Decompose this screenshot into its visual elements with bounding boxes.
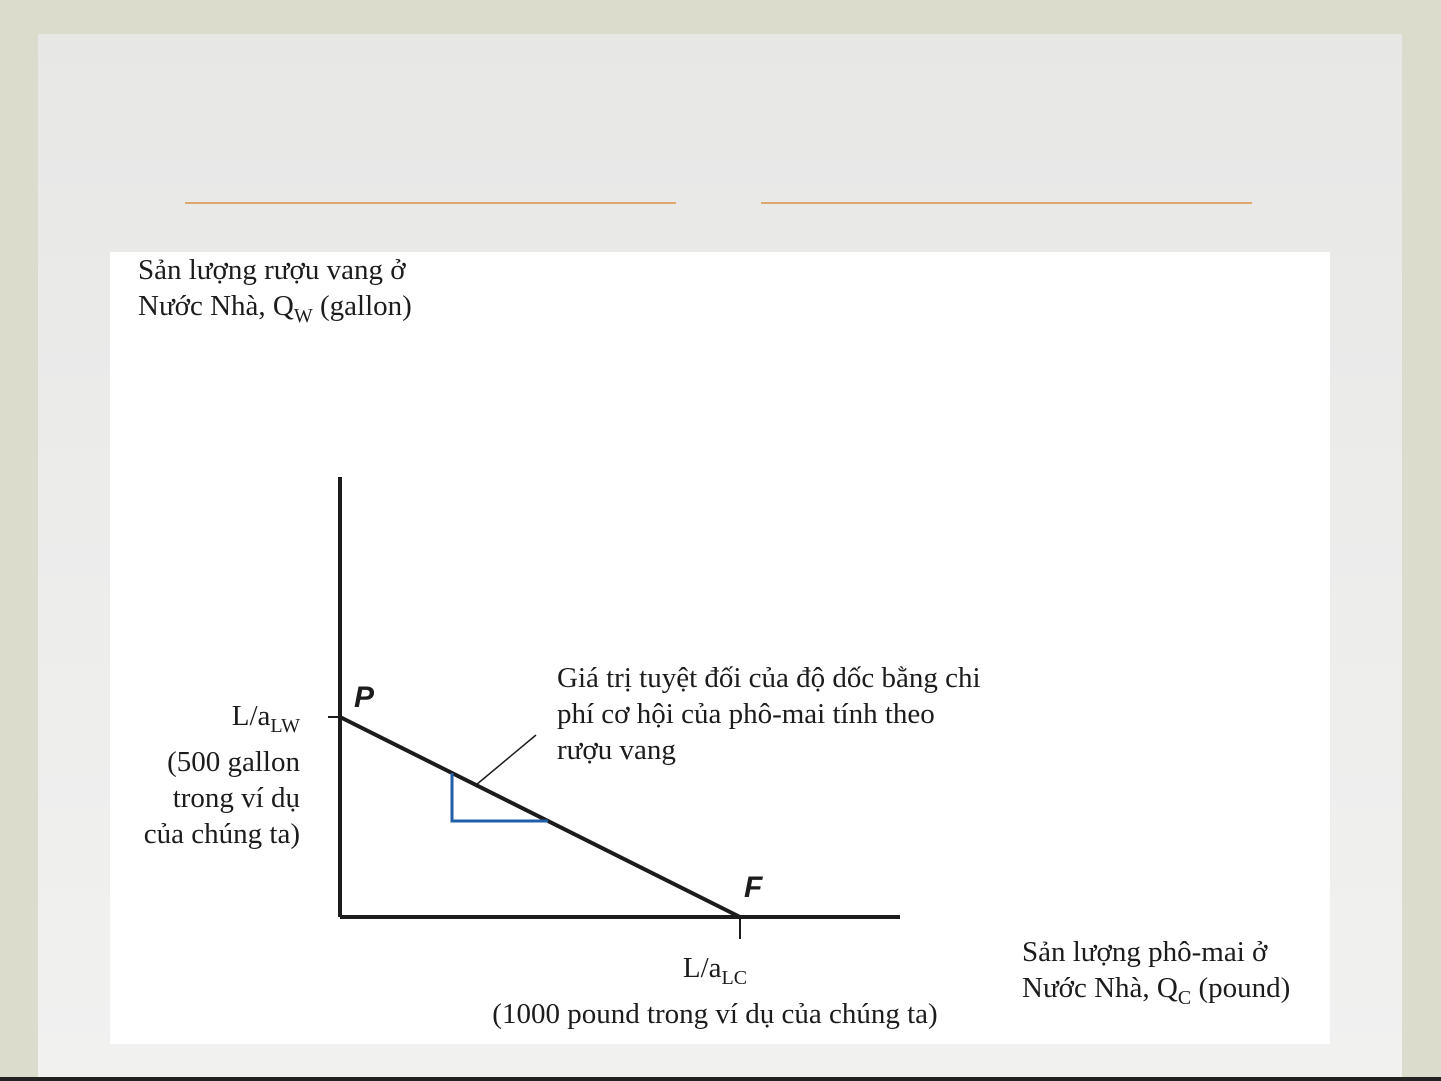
x-intercept-label xyxy=(440,950,990,1032)
point-label-f: F xyxy=(744,871,763,904)
y-intercept-note-2: trong ví dụ xyxy=(172,781,300,814)
y-intercept-label xyxy=(110,698,300,852)
title-rule-left xyxy=(185,202,676,204)
annotation-line-2: phí cơ hội của phô-mai tính theo xyxy=(557,698,935,730)
chart-svg xyxy=(110,252,1330,1044)
y-intercept-name: $L/a_{LW}$ xyxy=(231,700,300,737)
x-axis-label-line1: Sản lượng phô-mai ở xyxy=(1022,936,1268,968)
annotation-line-1: Giá trị tuyệt đối của độ dốc bằng chi xyxy=(557,662,981,694)
x-axis-label xyxy=(1022,934,1290,1016)
x-intercept-name: $L/a_{LC}$ xyxy=(682,952,748,989)
y-axis-label-line1: Sản lượng rượu vang ở xyxy=(138,254,406,286)
y-axis-label xyxy=(138,252,412,334)
title-rule-right xyxy=(761,202,1252,204)
chart-figure xyxy=(110,252,1330,1044)
y-intercept-note-1: (500 gallon xyxy=(167,745,300,778)
bottom-border xyxy=(0,1077,1441,1081)
x-axis-label-line2: Nước Nhà, $Q_C$ (pound) xyxy=(1022,972,1291,1009)
slope-annotation xyxy=(557,660,981,768)
annotation-leader-line xyxy=(476,735,536,785)
x-intercept-note: (1000 pound trong ví dụ của chúng ta) xyxy=(492,997,938,1030)
point-label-p: P xyxy=(354,681,375,714)
annotation-line-3: rượu vang xyxy=(557,734,676,766)
y-intercept-note-3: của chúng ta) xyxy=(143,817,300,850)
y-axis-label-line2: Nước Nhà, $Q_W$ (gallon) xyxy=(138,290,412,327)
